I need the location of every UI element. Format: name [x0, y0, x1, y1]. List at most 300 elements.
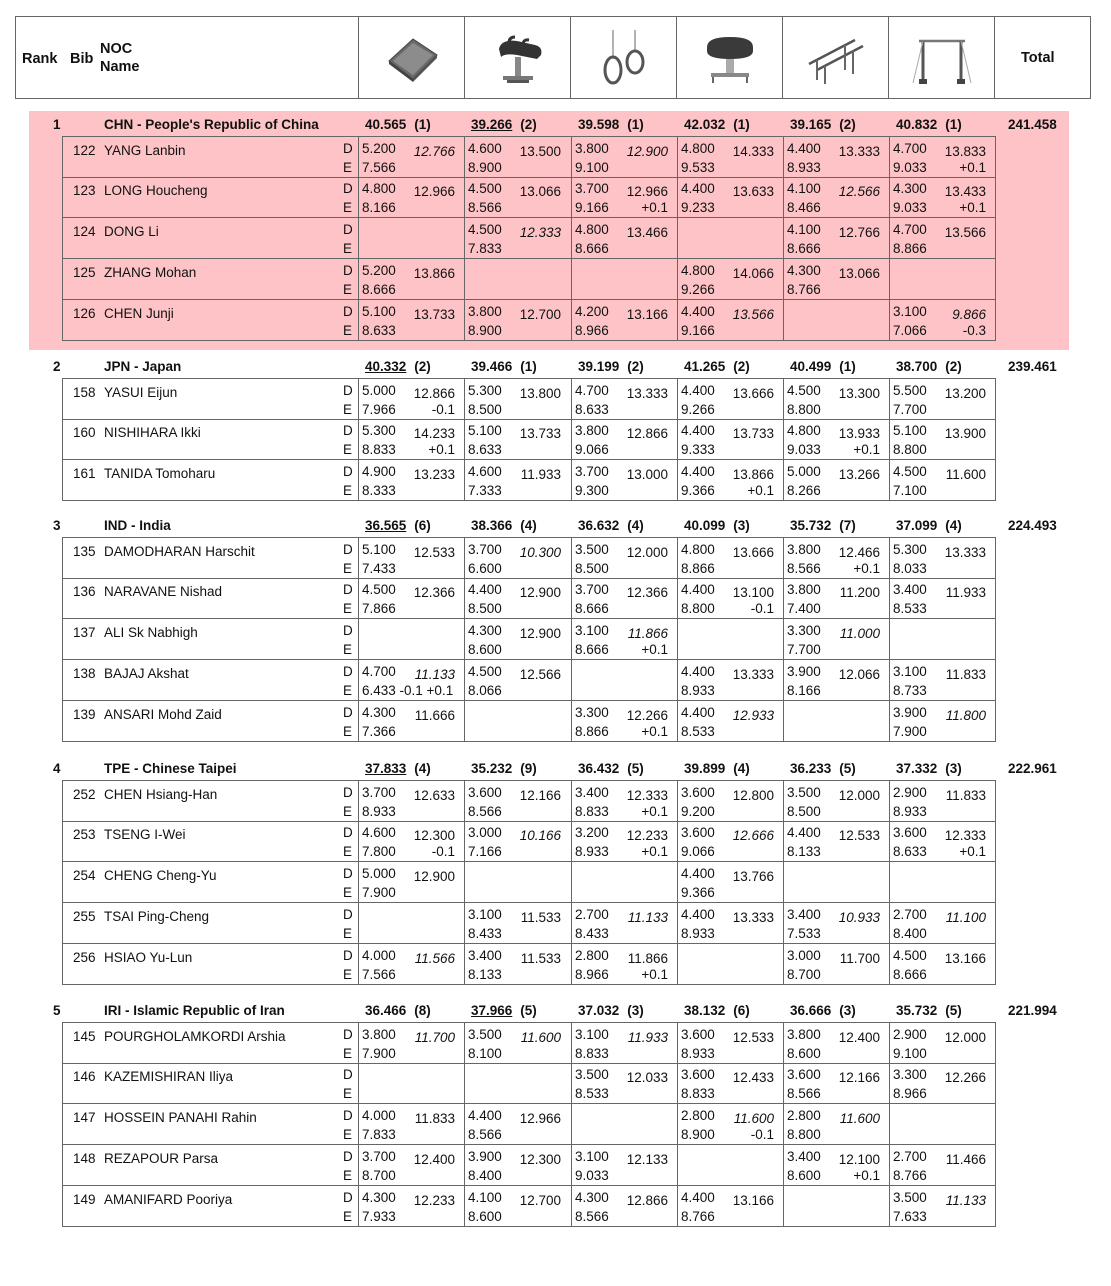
apparatus-total: 12.966 — [626, 184, 668, 199]
apparatus-score-cell — [890, 701, 996, 741]
apparatus-place: (5) — [520, 1003, 537, 1018]
execution-label: E — [343, 844, 353, 859]
team-summary-row — [0, 1000, 1111, 1020]
e-score: 8.933 — [575, 844, 609, 859]
gymnast-row — [62, 259, 996, 300]
apparatus-total: 11.533 — [520, 951, 561, 966]
e-score: 9.366 — [681, 885, 715, 900]
apparatus-score-cell — [678, 660, 784, 700]
apparatus-score-cell — [359, 1145, 465, 1185]
apparatus-score-cell — [678, 379, 784, 419]
e-score: 8.400 — [468, 1168, 502, 1183]
apparatus-score-value: 42.032 — [684, 117, 726, 132]
apparatus-team-score — [684, 117, 750, 132]
gymnast-bib: 255 — [73, 909, 96, 924]
e-score: 8.400 — [893, 926, 927, 941]
d-score: 4.500 — [468, 181, 502, 196]
gymnast-name: AMANIFARD Pooriya — [104, 1192, 233, 1207]
penalty-bonus: +0.1 — [853, 442, 880, 457]
gymnast-row — [62, 944, 996, 985]
apparatus-score-cell — [678, 137, 784, 177]
difficulty-label: D — [343, 664, 353, 679]
apparatus-total: 10.166 — [519, 828, 561, 843]
d-score: 3.300 — [575, 705, 609, 720]
apparatus-place: (2) — [839, 117, 856, 132]
gymnast-name: HSIAO Yu-Lun — [104, 950, 193, 965]
team-total: 241.458 — [1008, 117, 1057, 132]
difficulty-label: D — [343, 705, 353, 720]
difficulty-label: D — [343, 423, 353, 438]
apparatus-score-cell — [465, 538, 571, 578]
apparatus-total: 11.100 — [945, 910, 986, 925]
d-score: 4.400 — [681, 423, 715, 438]
d-score: 2.900 — [893, 785, 927, 800]
gymnast-name: DAMODHARAN Harschit — [104, 544, 255, 559]
team-block — [0, 1000, 1111, 1233]
apparatus-score-cell — [784, 137, 890, 177]
apparatus-score-cell — [359, 379, 465, 419]
apparatus-score-cell — [784, 578, 890, 618]
apparatus-total: 12.300 — [519, 1152, 561, 1167]
apparatus-score-value: 36.632 — [578, 518, 620, 533]
apparatus-score-cell — [890, 821, 996, 861]
e-score: 6.433 -0.1 +0.1 — [362, 683, 454, 698]
apparatus-score-cell — [572, 259, 678, 299]
gymnast-name: TSAI Ping-Cheng — [104, 909, 210, 924]
apparatus-score-value: 40.099 — [684, 518, 726, 533]
d-score: 3.100 — [575, 623, 609, 638]
gymnast-bib: 253 — [73, 827, 96, 842]
d-score: 3.600 — [681, 785, 715, 800]
apparatus-total: 13.333 — [838, 144, 880, 159]
e-score: 9.533 — [681, 160, 715, 175]
apparatus-place: (6) — [414, 518, 431, 533]
apparatus-total: 13.166 — [944, 951, 986, 966]
d-score: 4.500 — [787, 383, 821, 398]
apparatus-total: 11.600 — [520, 1030, 561, 1045]
apparatus-score-cell — [678, 177, 784, 217]
penalty-bonus: +0.1 — [853, 1168, 880, 1183]
header-rank: Rank — [22, 51, 58, 67]
d-score: 3.000 — [468, 825, 502, 840]
penalty-bonus: +0.1 — [641, 200, 668, 215]
penalty-bonus: +0.1 — [641, 642, 668, 657]
apparatus-total: 11.533 — [520, 910, 561, 925]
d-score: 3.300 — [893, 1067, 927, 1082]
team-summary-row — [0, 114, 1111, 134]
d-score: 3.000 — [787, 948, 821, 963]
difficulty-label: D — [343, 623, 353, 638]
apparatus-total: 11.700 — [839, 951, 880, 966]
apparatus-total: 12.533 — [732, 1030, 774, 1045]
apparatus-total: 12.033 — [626, 1070, 668, 1085]
gymnast-row — [62, 903, 996, 944]
apparatus-place: (1) — [627, 117, 644, 132]
apparatus-score-cell — [890, 1145, 996, 1185]
apparatus-total: 11.133 — [414, 667, 455, 682]
header-bib: Bib — [70, 51, 94, 67]
apparatus-score-cell — [678, 781, 784, 821]
apparatus-score-cell — [572, 781, 678, 821]
d-score: 4.400 — [681, 664, 715, 679]
apparatus-team-score — [365, 117, 431, 132]
d-score: 3.500 — [575, 542, 609, 557]
apparatus-score-cell — [572, 903, 678, 943]
penalty-bonus: +0.1 — [428, 442, 455, 457]
e-score: 7.366 — [362, 724, 396, 739]
e-score: 8.633 — [362, 323, 396, 338]
execution-label: E — [343, 885, 353, 900]
d-score: 4.900 — [362, 464, 396, 479]
apparatus-total: 12.900 — [519, 585, 561, 600]
apparatus-place: (3) — [733, 518, 750, 533]
e-score: 7.333 — [468, 483, 502, 498]
gymnast-bib: 161 — [73, 466, 96, 481]
apparatus-score-cell — [572, 821, 678, 861]
apparatus-score-cell — [572, 619, 678, 659]
e-score: 8.933 — [787, 160, 821, 175]
gymnast-bib: 136 — [73, 584, 96, 599]
apparatus-score-cell — [678, 419, 784, 459]
apparatus-total: 12.933 — [732, 708, 774, 723]
apparatus-place: (1) — [520, 359, 537, 374]
apparatus-place: (5) — [839, 761, 856, 776]
penalty-bonus: -0.3 — [962, 323, 986, 338]
difficulty-label: D — [343, 464, 353, 479]
apparatus-score-cell — [784, 177, 890, 217]
apparatus-total: 13.833 — [944, 144, 986, 159]
apparatus-total: 12.466 — [838, 545, 880, 560]
apparatus-total: 13.866 — [732, 467, 774, 482]
gymnast-bib: 135 — [73, 544, 96, 559]
apparatus-score-value: 35.732 — [790, 518, 832, 533]
e-score: 7.400 — [787, 601, 821, 616]
e-score: 8.700 — [362, 1168, 396, 1183]
apparatus-place: (2) — [945, 359, 962, 374]
apparatus-total: 11.200 — [839, 585, 880, 600]
apparatus-total: 11.833 — [945, 667, 986, 682]
e-score: 9.033 — [575, 1168, 609, 1183]
apparatus-score-cell — [784, 1186, 890, 1226]
d-score: 3.700 — [575, 464, 609, 479]
d-score: 5.100 — [362, 304, 396, 319]
e-score: 8.833 — [575, 1046, 609, 1061]
d-score: 3.400 — [787, 1149, 821, 1164]
apparatus-score-cell — [572, 944, 678, 984]
gymnast-name: HOSSEIN PANAHI Rahin — [104, 1110, 257, 1125]
e-score: 9.166 — [681, 323, 715, 338]
apparatus-team-score — [578, 359, 644, 374]
apparatus-team-score — [365, 518, 431, 533]
apparatus-score-cell — [359, 862, 465, 902]
e-score: 7.833 — [468, 241, 502, 256]
team-rank: 4 — [53, 761, 61, 776]
gymnast-row — [62, 1063, 996, 1104]
apparatus-score-cell — [678, 1104, 784, 1144]
d-score: 3.100 — [893, 664, 927, 679]
d-score: 4.400 — [681, 1190, 715, 1205]
d-score: 3.300 — [787, 623, 821, 638]
difficulty-label: D — [343, 948, 353, 963]
d-score: 5.000 — [362, 383, 396, 398]
e-score: 9.166 — [575, 200, 609, 215]
e-score: 9.066 — [681, 844, 715, 859]
apparatus-total: 13.166 — [732, 1193, 774, 1208]
e-score: 8.700 — [787, 967, 821, 982]
apparatus-total: 11.933 — [627, 1030, 668, 1045]
apparatus-total: 13.566 — [732, 307, 774, 322]
apparatus-team-score — [684, 359, 750, 374]
gymnast-row — [62, 419, 996, 460]
gymnast-bib: 123 — [73, 183, 96, 198]
gymnast-name: ZHANG Mohan — [104, 265, 197, 280]
execution-label: E — [343, 804, 353, 819]
apparatus-team-score — [578, 761, 644, 776]
apparatus-team-score — [684, 1003, 750, 1018]
apparatus-score-cell — [784, 862, 890, 902]
e-score: 8.666 — [362, 282, 396, 297]
gymnast-row — [62, 619, 996, 660]
apparatus-total: 12.866 — [626, 426, 668, 441]
apparatus-total: 13.200 — [944, 386, 986, 401]
apparatus-total: 12.333 — [519, 225, 561, 240]
apparatus-score-cell — [465, 1023, 571, 1063]
execution-label: E — [343, 1209, 353, 1224]
e-score: 8.033 — [893, 561, 927, 576]
apparatus-total: 11.800 — [945, 708, 986, 723]
apparatus-score-cell — [890, 903, 996, 943]
e-score: 8.666 — [893, 967, 927, 982]
gymnast-row — [62, 300, 996, 341]
d-score: 4.400 — [468, 1108, 502, 1123]
execution-label: E — [343, 683, 353, 698]
apparatus-score-cell — [678, 1145, 784, 1185]
d-score: 4.400 — [468, 582, 502, 597]
gymnast-bib: 147 — [73, 1110, 96, 1125]
apparatus-score-cell — [465, 619, 571, 659]
gymnast-row — [62, 378, 996, 420]
gymnast-bib: 160 — [73, 425, 96, 440]
apparatus-score-cell — [678, 460, 784, 500]
apparatus-score-cell — [678, 1186, 784, 1226]
apparatus-score-cell — [572, 379, 678, 419]
apparatus-total: 12.266 — [944, 1070, 986, 1085]
apparatus-score-cell — [359, 1104, 465, 1144]
apparatus-score-cell — [678, 538, 784, 578]
gymnast-name: KAZEMISHIRAN Iliya — [104, 1069, 234, 1084]
d-score: 3.500 — [468, 1027, 502, 1042]
e-score: 6.600 — [468, 561, 502, 576]
apparatus-score-cell — [890, 177, 996, 217]
apparatus-total: 12.000 — [944, 1030, 986, 1045]
e-score: 7.900 — [362, 1046, 396, 1061]
gymnast-name: ANSARI Mohd Zaid — [104, 707, 222, 722]
difficulty-label: D — [343, 825, 353, 840]
penalty-bonus: +0.1 — [641, 724, 668, 739]
apparatus-place: (4) — [414, 761, 431, 776]
d-score: 3.400 — [893, 582, 927, 597]
apparatus-place: (4) — [627, 518, 644, 533]
apparatus-total: 13.733 — [732, 426, 774, 441]
d-score: 5.100 — [468, 423, 502, 438]
apparatus-score-value: 38.366 — [471, 518, 513, 533]
gymnast-row — [62, 177, 996, 218]
d-score: 3.600 — [893, 825, 927, 840]
e-score: 8.166 — [787, 683, 821, 698]
gymnast-row — [62, 821, 996, 862]
d-score: 2.700 — [893, 1149, 927, 1164]
gymnast-row — [62, 862, 996, 903]
apparatus-total: 12.900 — [413, 869, 455, 884]
apparatus-score-value: 38.700 — [896, 359, 938, 374]
apparatus-score-cell — [784, 821, 890, 861]
execution-label: E — [343, 483, 353, 498]
apparatus-score-cell — [890, 218, 996, 258]
d-score: 3.800 — [787, 1027, 821, 1042]
d-score: 3.100 — [468, 907, 502, 922]
apparatus-score-cell — [359, 460, 465, 500]
apparatus-score-cell — [359, 1063, 465, 1103]
apparatus-total: 11.933 — [520, 467, 561, 482]
apparatus-score-cell — [890, 578, 996, 618]
apparatus-team-score — [896, 117, 962, 132]
apparatus-team-score — [896, 359, 962, 374]
apparatus-score-cell — [784, 781, 890, 821]
gymnast-bib: 126 — [73, 306, 96, 321]
apparatus-total: 13.666 — [732, 386, 774, 401]
d-score: 4.400 — [681, 464, 715, 479]
apparatus-score-cell — [572, 218, 678, 258]
d-score: 4.400 — [681, 866, 715, 881]
d-score: 5.000 — [787, 464, 821, 479]
execution-label: E — [343, 323, 353, 338]
apparatus-team-score — [365, 1003, 431, 1018]
d-score: 4.100 — [787, 181, 821, 196]
penalty-bonus: +0.1 — [959, 844, 986, 859]
gymnast-bib: 254 — [73, 868, 96, 883]
e-score: 8.600 — [787, 1046, 821, 1061]
apparatus-total: 13.333 — [626, 386, 668, 401]
apparatus-place: (4) — [733, 761, 750, 776]
team-total: 222.961 — [1008, 761, 1057, 776]
e-score: 9.200 — [681, 804, 715, 819]
apparatus-score-cell — [465, 300, 571, 340]
gymnast-name: CHENG Cheng-Yu — [104, 868, 217, 883]
apparatus-score-cell — [890, 619, 996, 659]
apparatus-total: 10.300 — [519, 545, 561, 560]
apparatus-score-value: 39.266 — [471, 117, 513, 132]
execution-label: E — [343, 200, 353, 215]
apparatus-score-cell — [572, 460, 678, 500]
e-score: 8.800 — [787, 402, 821, 417]
d-score: 3.900 — [893, 705, 927, 720]
apparatus-score-cell — [784, 660, 890, 700]
apparatus-score-cell — [359, 821, 465, 861]
apparatus-score-cell — [359, 538, 465, 578]
d-score: 3.200 — [575, 825, 609, 840]
execution-label: E — [343, 1127, 353, 1142]
gymnast-row — [62, 460, 996, 501]
apparatus-score-value: 36.432 — [578, 761, 620, 776]
apparatus-place: (3) — [839, 1003, 856, 1018]
d-score: 4.300 — [575, 1190, 609, 1205]
e-score: 8.833 — [575, 804, 609, 819]
gymnast-bib: 122 — [73, 143, 96, 158]
difficulty-label: D — [343, 1108, 353, 1123]
apparatus-total: 11.666 — [414, 708, 455, 723]
e-score: 7.633 — [893, 1209, 927, 1224]
d-score: 4.300 — [893, 181, 927, 196]
e-score: 8.933 — [362, 804, 396, 819]
apparatus-place: (9) — [520, 761, 537, 776]
execution-label: E — [343, 724, 353, 739]
apparatus-total: 12.333 — [944, 828, 986, 843]
apparatus-score-cell — [359, 619, 465, 659]
apparatus-total: 13.100 — [732, 585, 774, 600]
team-rank: 3 — [53, 518, 61, 533]
e-score: 8.133 — [787, 844, 821, 859]
apparatus-total: 13.633 — [732, 184, 774, 199]
d-score: 4.700 — [362, 664, 396, 679]
apparatus-total: 12.700 — [519, 307, 561, 322]
gymnast-bib: 149 — [73, 1192, 96, 1207]
apparatus-score-value: 37.833 — [365, 761, 407, 776]
gymnast-bib: 138 — [73, 666, 96, 681]
apparatus-place: (8) — [414, 1003, 431, 1018]
apparatus-score-value: 37.032 — [578, 1003, 620, 1018]
d-score: 3.800 — [575, 141, 609, 156]
execution-label: E — [343, 442, 353, 457]
e-score: 9.066 — [575, 442, 609, 457]
apparatus-score-value: 39.598 — [578, 117, 620, 132]
e-score: 7.700 — [787, 642, 821, 657]
difficulty-label: D — [343, 141, 353, 156]
apparatus-score-cell — [465, 821, 571, 861]
difficulty-label: D — [343, 1190, 353, 1205]
apparatus-score-value: 36.466 — [365, 1003, 407, 1018]
e-score: 8.633 — [893, 844, 927, 859]
apparatus-team-score — [471, 761, 537, 776]
gymnast-row — [62, 780, 996, 822]
gymnast-name: YANG Lanbin — [104, 143, 186, 158]
apparatus-total: 13.800 — [519, 386, 561, 401]
apparatus-total: 13.566 — [944, 225, 986, 240]
d-score: 4.100 — [468, 1190, 502, 1205]
gymnast-bib: 256 — [73, 950, 96, 965]
gymnast-name: CHEN Junji — [104, 306, 174, 321]
apparatus-total: 11.000 — [839, 626, 880, 641]
apparatus-team-score — [684, 761, 750, 776]
apparatus-total: 12.400 — [838, 1030, 880, 1045]
apparatus-score-value: 39.165 — [790, 117, 832, 132]
apparatus-score-cell — [890, 862, 996, 902]
apparatus-total: 12.266 — [626, 708, 668, 723]
e-score: 7.900 — [893, 724, 927, 739]
gymnast-row — [62, 1022, 996, 1064]
gymnast-name: REZAPOUR Parsa — [104, 1151, 219, 1166]
gymnast-row — [62, 660, 996, 701]
d-score: 5.200 — [362, 141, 396, 156]
apparatus-total: 13.066 — [838, 266, 880, 281]
e-score: 7.900 — [362, 885, 396, 900]
apparatus-place: (3) — [945, 761, 962, 776]
apparatus-score-cell — [890, 419, 996, 459]
apparatus-total: 13.666 — [732, 545, 774, 560]
d-score: 3.800 — [787, 582, 821, 597]
d-score: 3.700 — [468, 542, 502, 557]
apparatus-score-cell — [465, 781, 571, 821]
apparatus-score-cell — [572, 1145, 678, 1185]
